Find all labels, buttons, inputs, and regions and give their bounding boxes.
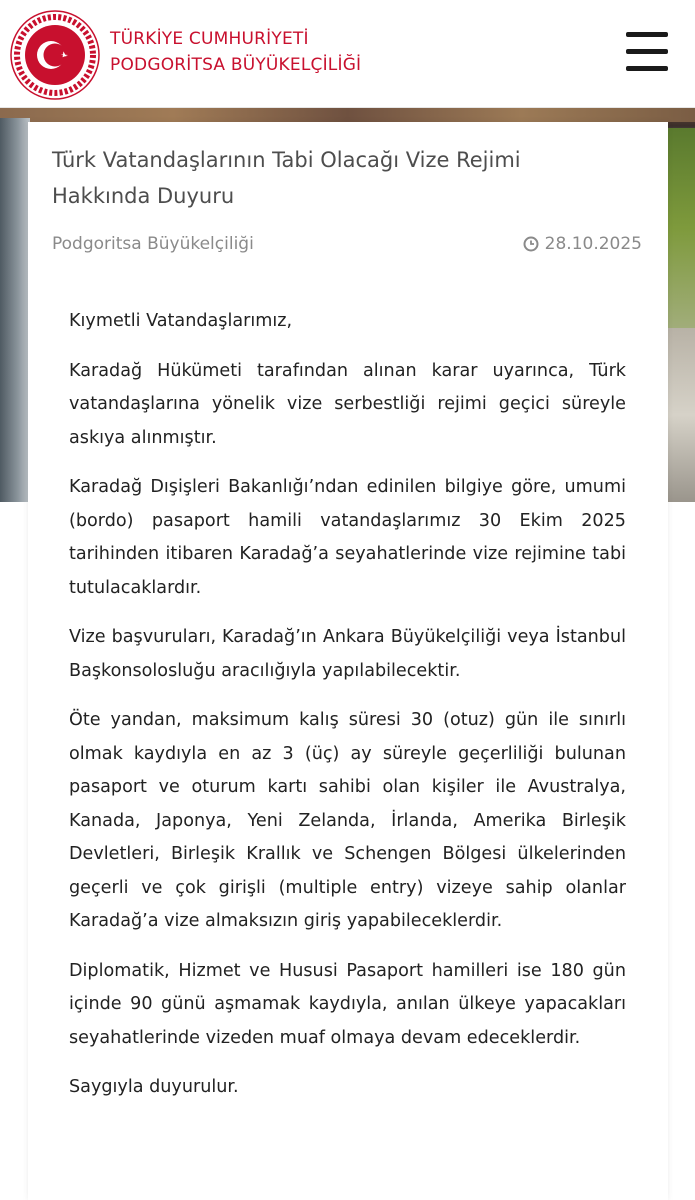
greeting-paragraph: Kıymetli Vatandaşlarımız,	[69, 311, 293, 331]
article-body	[69, 305, 626, 1121]
hamburger-menu-icon[interactable]	[622, 30, 670, 76]
body-paragraph: Öte yandan, maksimum kalış süresi 30 (otuz) gün ile sınırlı olmak kaydıyla en az 3 (üç) ay süreyle geçerliliği bulunan pasaport ve oturum kartı sahibi olan kişiler ile Avustralya, Kanada, Japonya, Yeni Zelanda, İrlanda, Amerika Birleşik Devletleri, Birleşik Krallık ve Schengen Bölgesi ülkelerinden geçerli ve çok girişli (multiple entry) vizeye sahip olanlar Karadağ’a vize almaksızın giriş yapabileceklerdir.	[69, 710, 626, 931]
body-paragraph: Vize başvuruları, Karadağ’ın Ankara Büyükelçiliği veya İstanbul Başkonsolosluğu aracılığıyla yapılabilecektir.	[69, 627, 626, 681]
embassy-name[interactable]	[110, 26, 361, 78]
page-title: Türk Vatandaşlarının Tabi Olacağı Vize Rejimi Hakkında Duyuru	[52, 148, 521, 208]
body-paragraph: Karadağ Hükümeti tarafından alınan karar uyarınca, Türk vatandaşlarına yönelik vize serbestliği rejimi geçici süreyle askıya alınmıştır.	[69, 360, 626, 448]
article-date	[523, 232, 642, 256]
body-paragraph: Karadağ Dışişleri Bakanlığı’ndan edinilen bilgiye göre, umumi (bordo) pasaport hamili vatandaşlarımız 30 Ekim 2025 tarihinden itibaren Karadağ’a seyahatlerinde vize rejimine tabi tutulacaklardır.	[69, 477, 626, 598]
announcement-card	[28, 122, 668, 1200]
clock-icon	[523, 236, 539, 252]
date-text: 28.10.2025	[544, 234, 642, 254]
body-paragraph: Diplomatik, Hizmet ve Hususi Pasaport hamilleri ise 180 gün içinde 90 günü aşmamak kaydıyla, anılan ülkeye yapacakları seyahatlerinde vizeden muaf olmaya devam edeceklerdir.	[69, 960, 626, 1048]
closing-paragraph: Saygıyla duyurulur.	[69, 1077, 239, 1097]
embassy-seal-logo[interactable]	[10, 10, 100, 100]
article-source: Podgoritsa Büyükelçiliği	[52, 234, 254, 254]
brand-line-embassy: PODGORİTSA BÜYÜKELÇİLİĞİ	[110, 55, 362, 75]
site-header	[0, 0, 695, 108]
brand-line-country: TÜRKİYE CUMHURİYETİ	[110, 29, 309, 49]
